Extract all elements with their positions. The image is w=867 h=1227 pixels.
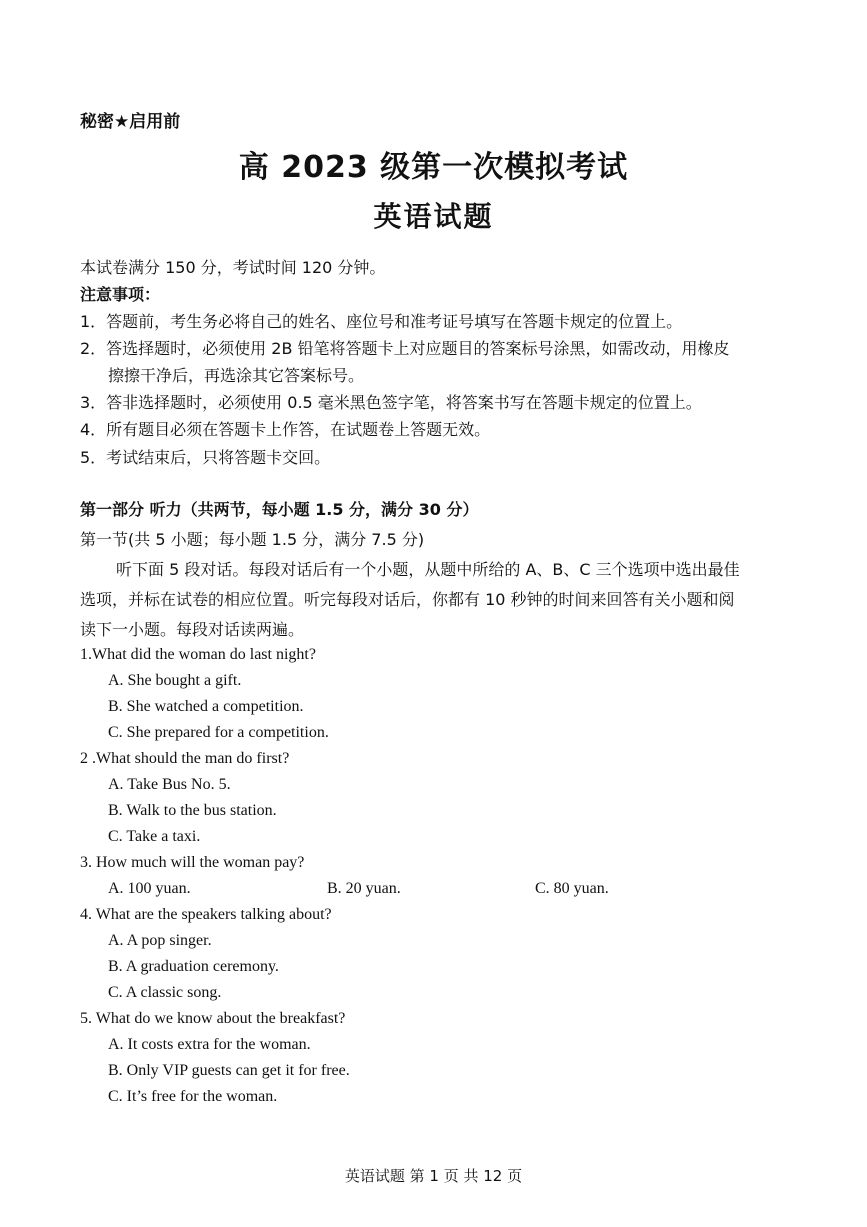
answer-option: C. A classic song. [108,984,222,1001]
confidential-mark: 秘密★启用前 [80,112,181,132]
notice-item: 2．答选择题时，必须使用 2B 铅笔将答题卡上对应题目的答案标号涂黑，如需改动，用橡皮 [80,339,730,358]
question-text: 4. What are the speakers talking about? [80,906,332,923]
notice-item: 3．答非选择题时，必须使用 0.5 毫米黑色签字笔，将答案书写在答题卡规定的位置上。 [80,393,702,412]
answer-option: B. 20 yuan. [327,880,401,897]
score-time-line: 本试卷满分 150 分，考试时间 120 分钟。 [80,258,386,277]
answer-option: C. Take a taxi. [108,828,201,845]
question-text: 2 .What should the man do first? [80,750,290,767]
exam-title: 高 2023 级第一次模拟考试 [238,150,629,185]
answer-option: A. A pop singer. [108,932,212,949]
notice-heading: 注意事项： [80,285,161,304]
answer-option: A. It costs extra for the woman. [108,1036,311,1053]
question-text: 5. What do we know about the breakfast? [80,1010,346,1027]
notice-item: 1．答题前，考生务必将自己的姓名、座位号和准考证号填写在答题卡规定的位置上。 [80,312,683,331]
notice-item: 5．考试结束后，只将答题卡交回。 [80,448,331,467]
answer-option: B. Walk to the bus station. [108,802,277,819]
question-text: 1.What did the woman do last night? [80,646,316,663]
instruction-line: 选项，并标在试卷的相应位置。听完每段对话后，你都有 10 秒钟的时间来回答有关小题和阅 [80,590,735,609]
answer-option: A. Take Bus No. 5. [108,776,231,793]
answer-option: C. 80 yuan. [535,880,609,897]
exam-subtitle: 英语试题 [373,200,494,233]
section-heading: 第一节(共 5 小题；每小题 1.5 分，满分 7.5 分) [80,530,425,549]
answer-option: A. 100 yuan. [108,880,191,897]
answer-option: B. A graduation ceremony. [108,958,279,975]
instruction-line: 听下面 5 段对话。每段对话后有一个小题，从题中所给的 A、B、C 三个选项中选出最佳 [116,560,740,579]
instruction-line: 读下一小题。每段对话读两遍。 [80,620,305,639]
part-heading: 第一部分 听力（共两节，每小题 1.5 分，满分 30 分） [80,500,479,519]
answer-option: C. She prepared for a competition. [108,724,329,741]
answer-option: C. It’s free for the woman. [108,1088,278,1105]
answer-option: B. She watched a competition. [108,698,304,715]
notice-item-continued: 擦擦干净后，再选涂其它答案标号。 [108,366,365,385]
notice-item: 4．所有题目必须在答题卡上作答，在试题卷上答题无效。 [80,420,491,439]
answer-option: A. She bought a gift. [108,672,242,689]
page-footer: 英语试题 第 1 页 共 12 页 [344,1167,523,1185]
question-text: 3. How much will the woman pay? [80,854,305,871]
answer-option: B. Only VIP guests can get it for free. [108,1062,350,1079]
